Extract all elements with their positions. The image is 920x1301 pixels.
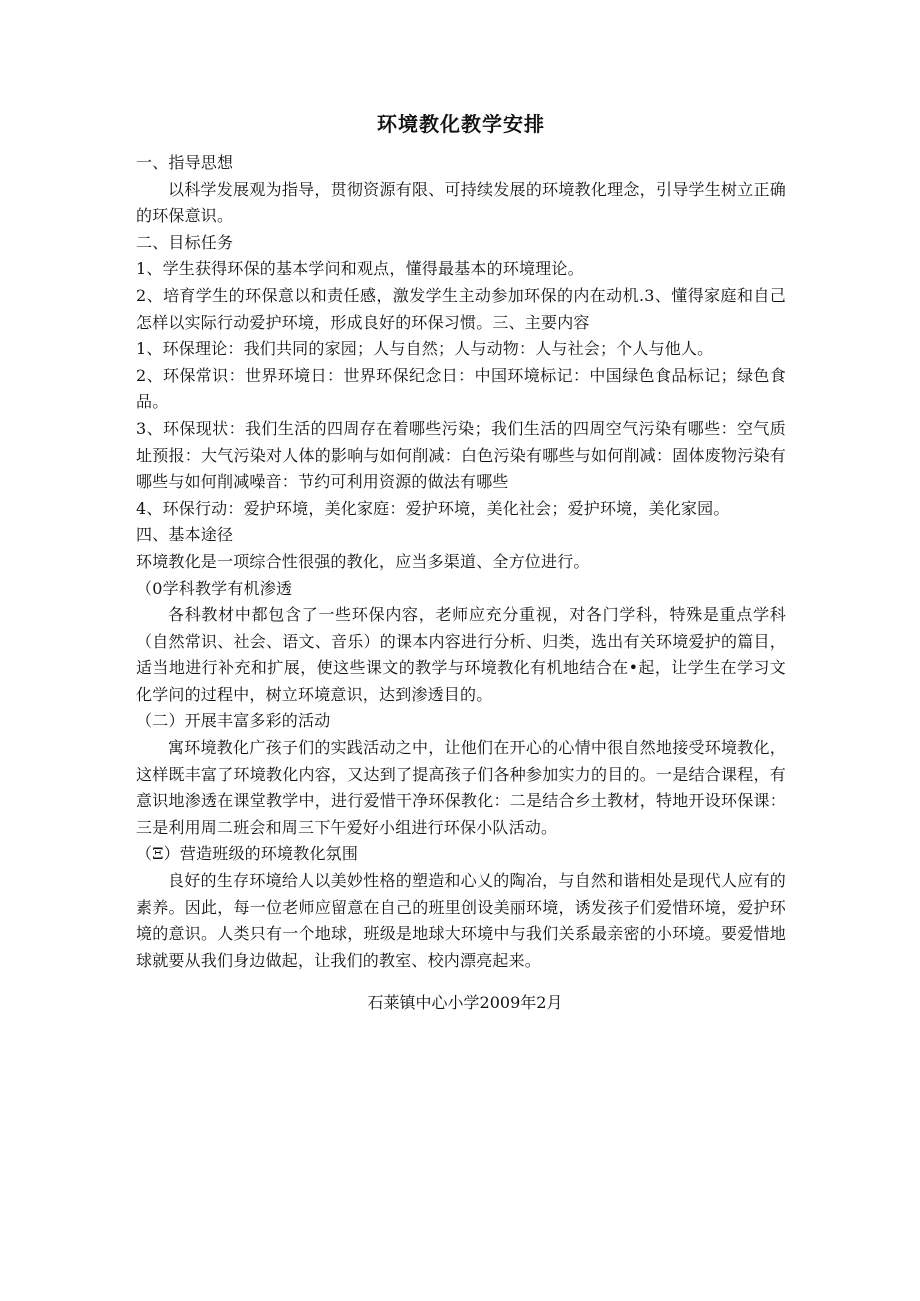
list-item: 2、培育学生的环保意以和责任感，激发学生主动参加环保的内在动机.3、懂得家庭和自己怎样以实际行动爱护环境，形成良好的环保习惯。三、主要内容 <box>136 285 786 332</box>
list-item: 2、环保常识：世界环境日：世界环保纪念日：中国环境标记：中国绿色食品标记；绿色食品。 <box>136 365 786 412</box>
document-title: 环境教化教学安排 <box>377 112 545 136</box>
subsection-heading: （0学科教学有机渗透 <box>136 578 293 598</box>
subsection-heading: （二）开展丰富多彩的活动 <box>136 711 331 731</box>
body-paragraph: 寓环境教化广孩子们的实践活动之中，让他们在开心的心情中很自然地接受环境教化，这样既丰富了环境教化内容，又达到了提高孩子们各种参加实力的目的。一是结合课程，有意识地渗透在课堂教学中，进行爱惜干净环保教化：二是结合乡土教材，特地开设环保课：三是利用周二班会和周三下午爱好小组进行环保小队活动。 <box>136 738 786 837</box>
document-signature: 石莱镇中心小学2009年2月 <box>367 993 563 1013</box>
list-item: 4、环保行动：爱护环境，美化家庭：爱护环境，美化社会；爱护环境，美化家园。 <box>136 498 730 518</box>
list-item: 1、环保理论：我们共同的家园；人与自然；人与动物：人与社会；个人与他人。 <box>136 339 714 359</box>
subsection-heading: （Ξ）营造班级的环境教化氛围 <box>136 844 359 864</box>
list-item: 3、环保现状：我们生活的四周存在着哪些污染；我们生活的四周空气污染有哪些：空气质址预报：大气污染对人体的影响与如何削减：白色污染有哪些与如何削减：固体废物污染有哪些与如何削减噪音：节约可利用资源的做法有哪些 <box>136 418 786 492</box>
section-heading-goals: 二、目标任务 <box>136 232 234 252</box>
section-heading-approaches: 四、基本途径 <box>136 525 234 545</box>
body-paragraph: 各科教材中都包含了一些环保内容，老师应充分重视，对各门学科，特殊是重点学科（自然常识、社会、语文、音乐）的课本内容进行分析、归类，选出有关环境爱护的篇目，适当地进行补充和扩展，使这些课文的教学与环境教化有机地结合在•起，让学生在学习文化学问的过程中，树立环境意识，达到渗透目的。 <box>136 605 786 704</box>
body-paragraph: 良好的生存环境给人以美妙性格的塑造和心乂的陶冶，与自然和谐相处是现代人应有的素养。因此，每一位老师应留意在自己的班里创设美丽环境，诱发孩子们爱惜环境，爱护环境的意识。人类只有一个地球，班级是地球大环境中与我们关系最亲密的小环境。要爱惜地球就要从我们身边做起，让我们的教室、校内漂亮起来。 <box>136 871 786 970</box>
list-item: 1、学生获得环保的基本学问和观点，懂得最基本的环境理论。 <box>136 259 584 279</box>
document-page <box>136 110 786 1016</box>
body-paragraph: 环境教化是一项综合性很强的教化，应当多渠道、全方位进行。 <box>136 551 590 571</box>
section-heading-guiding-ideology: 一、指导思想 <box>136 153 234 172</box>
body-paragraph: 以科学发展观为指导，贯彻资源有限、可持续发展的环境教化理念，引导学生树立正确的环保意识。 <box>136 179 786 226</box>
